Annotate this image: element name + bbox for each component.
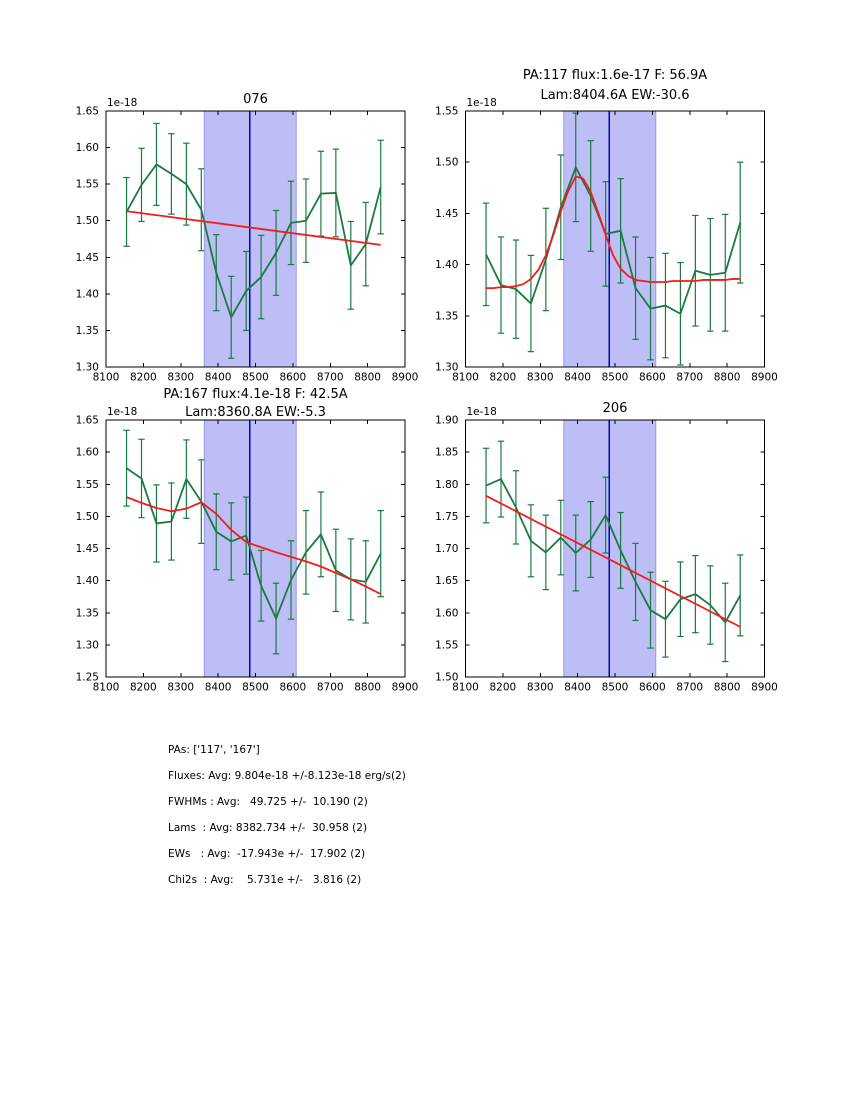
subplot-title: Lam:8360.8A EW:-5.3: [185, 405, 326, 420]
y-tick-label: 1.65: [75, 105, 99, 118]
y-tick-label: 1.40: [75, 288, 99, 301]
x-tick-label: 8200: [489, 681, 517, 694]
x-tick-label: 8800: [713, 681, 741, 694]
y-tick-label: 1.55: [75, 178, 99, 191]
summary-line-chi2s: Chi2s : Avg: 5.731e +/- 3.816 (2): [168, 874, 362, 886]
x-tick-label: 8900: [751, 371, 778, 384]
y-tick-label: 1.50: [435, 671, 459, 684]
y-tick-label: 1.60: [75, 142, 99, 155]
x-tick-label: 8100: [92, 371, 120, 384]
x-tick-label: 8800: [713, 371, 741, 384]
y-tick-label: 1.70: [435, 543, 459, 555]
y-tick-label: 1.50: [75, 215, 99, 228]
x-tick-label: 8600: [279, 371, 307, 384]
y-tick-label: 1.50: [435, 156, 459, 169]
y-tick-label: 1.60: [435, 607, 459, 620]
x-tick-label: 8600: [639, 371, 666, 384]
y-tick-label: 1.30: [75, 639, 99, 652]
x-tick-label: 8400: [564, 681, 591, 694]
x-tick-label: 8100: [452, 371, 479, 384]
summary-line-lams: Lams : Avg: 8382.734 +/- 30.958 (2): [168, 822, 368, 834]
x-tick-label: 8100: [452, 681, 479, 694]
y-tick-label: 1.65: [435, 575, 459, 588]
y-tick-label: 1.35: [75, 607, 99, 620]
y-tick-label: 1.65: [75, 414, 99, 427]
summary-block: [168, 745, 406, 901]
x-tick-label: 8600: [639, 681, 666, 694]
y-tick-label: 1.45: [435, 207, 459, 220]
x-tick-label: 8200: [130, 371, 157, 384]
subplot-title: 206: [602, 401, 628, 416]
x-tick-label: 8900: [391, 681, 419, 694]
y-offset-label: 1e-18: [466, 406, 497, 418]
y-tick-label: 1.45: [75, 543, 99, 555]
y-tick-label: 1.25: [75, 671, 99, 684]
x-tick-label: 8800: [354, 681, 381, 694]
x-tick-label: 8300: [167, 681, 195, 694]
y-tick-label: 1.60: [75, 446, 99, 459]
y-tick-label: 1.55: [435, 639, 459, 652]
x-tick-label: 8400: [564, 371, 591, 384]
x-tick-label: 8100: [92, 681, 120, 694]
x-tick-label: 8500: [601, 681, 629, 694]
subplot-PA167: [76, 387, 419, 694]
x-tick-label: 8700: [316, 371, 344, 384]
x-tick-label: 8200: [489, 371, 517, 384]
y-tick-label: 1.85: [435, 446, 459, 459]
x-tick-label: 8700: [676, 681, 704, 694]
subplot-206: [435, 401, 778, 694]
y-tick-label: 1.35: [435, 310, 459, 323]
summary-line-ews: EWs : Avg: -17.943e +/- 17.902 (2): [168, 848, 366, 860]
y-tick-label: 1.90: [435, 414, 459, 427]
subplot-title: Lam:8404.6A EW:-30.6: [540, 88, 690, 103]
y-tick-label: 1.35: [75, 324, 99, 337]
summary-line-fwhms: FWHMs : Avg: 49.725 +/- 10.190 (2): [168, 796, 368, 808]
subplot-PA117: [435, 68, 778, 384]
x-tick-label: 8300: [167, 371, 195, 384]
y-offset-label: 1e-18: [107, 97, 138, 109]
summary-line-fluxes: Fluxes: Avg: 9.804e-18 +/-8.123e-18 erg/s(2): [168, 770, 406, 782]
y-tick-label: 1.50: [75, 510, 99, 523]
y-tick-label: 1.40: [75, 575, 99, 588]
x-tick-label: 8800: [354, 371, 381, 384]
y-offset-label: 1e-18: [466, 97, 497, 109]
x-tick-label: 8500: [242, 681, 269, 694]
y-tick-label: 1.30: [75, 361, 99, 374]
x-tick-label: 8500: [242, 371, 269, 384]
y-tick-label: 1.45: [75, 251, 99, 264]
x-tick-label: 8400: [204, 681, 232, 694]
x-tick-label: 8300: [526, 371, 554, 384]
subplot-title: PA:117 flux:1.6e-17 F: 56.9A: [522, 68, 708, 83]
y-tick-label: 1.80: [435, 478, 459, 491]
y-tick-label: 1.55: [75, 478, 99, 491]
x-tick-label: 8600: [279, 681, 307, 694]
x-tick-label: 8900: [391, 371, 419, 384]
x-tick-label: 8700: [676, 371, 704, 384]
y-tick-label: 1.40: [435, 259, 459, 272]
subplot-076: [76, 92, 419, 384]
x-tick-label: 8400: [204, 371, 232, 384]
y-offset-label: 1e-18: [107, 406, 138, 418]
x-tick-label: 8500: [601, 371, 629, 384]
x-tick-label: 8900: [751, 681, 778, 694]
subplot-title: 076: [243, 92, 268, 107]
y-tick-label: 1.75: [435, 510, 459, 523]
subplot-title: PA:167 flux:4.1e-18 F: 42.5A: [163, 387, 348, 402]
x-tick-label: 8300: [526, 681, 554, 694]
x-tick-label: 8200: [130, 681, 157, 694]
summary-line-pas: PAs: ['117', '167']: [168, 744, 260, 756]
x-tick-label: 8700: [316, 681, 344, 694]
y-tick-label: 1.55: [435, 105, 459, 118]
y-tick-label: 1.30: [435, 361, 459, 374]
